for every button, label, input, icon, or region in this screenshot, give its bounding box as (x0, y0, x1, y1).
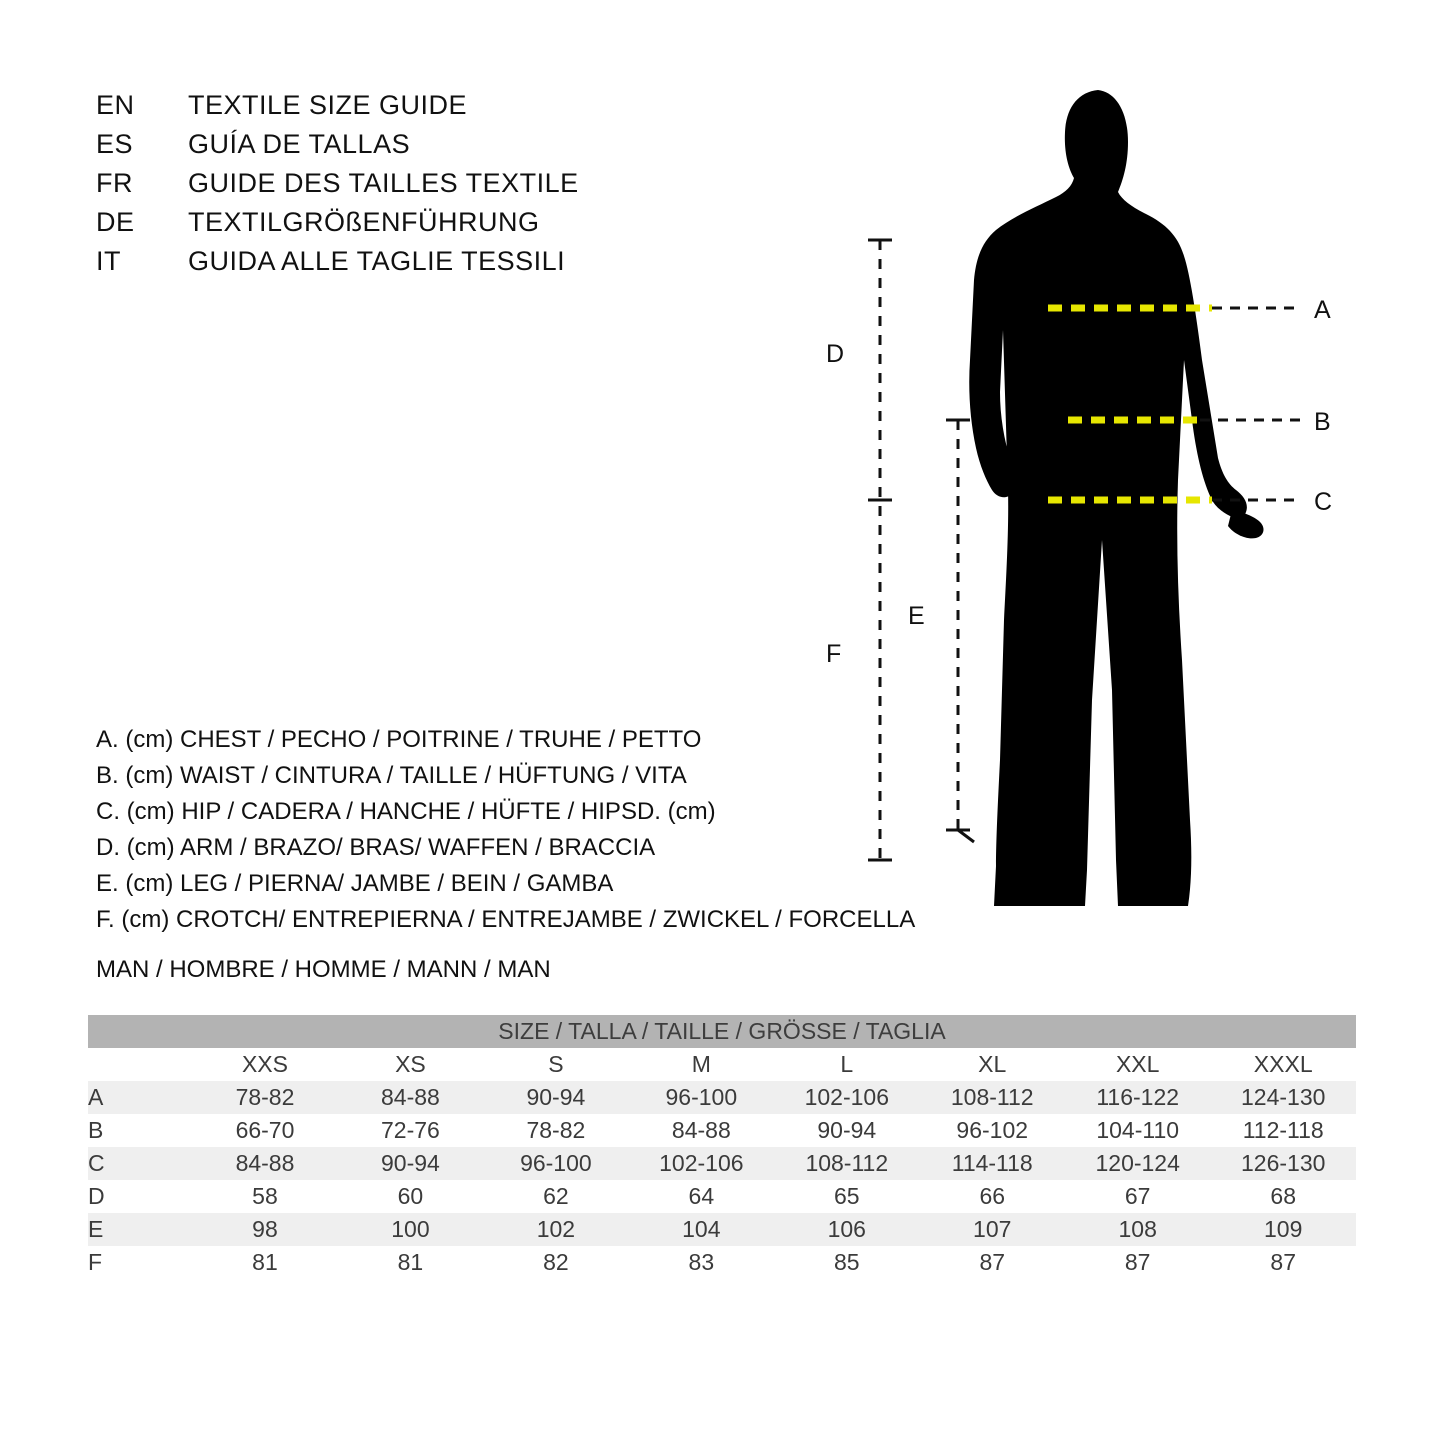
label-e: E (908, 602, 925, 630)
title-lang-code: IT (96, 246, 121, 276)
table-header-band (88, 1015, 1356, 1048)
cell: 90-94 (774, 1114, 919, 1147)
table-header-band-label: SIZE / TALLA / TAILLE / GRÖSSE / TAGLIA (88, 1015, 1356, 1048)
row-label: E (88, 1213, 192, 1246)
legend-item-b: B. (cm) WAIST / CINTURA / TAILLE / HÜFTUNG / VITA (96, 762, 687, 789)
table-corner-cell (88, 1048, 192, 1081)
cell: 87 (1210, 1246, 1356, 1279)
table-row (88, 1246, 1356, 1279)
cell: 120-124 (1065, 1147, 1210, 1180)
cell: 108-112 (920, 1081, 1065, 1114)
cell: 67 (1065, 1180, 1210, 1213)
legend-item-a: A. (cm) CHEST / PECHO / POITRINE / TRUHE / PETTO (96, 726, 702, 753)
dimension-tick (958, 830, 974, 842)
cell: 81 (338, 1246, 483, 1279)
cell: 98 (192, 1213, 337, 1246)
cell: 100 (338, 1213, 483, 1246)
table-row (88, 1147, 1356, 1180)
column-header-xs: XS (338, 1048, 483, 1081)
legend-item-d: D. (cm) ARM / BRAZO/ BRAS/ WAFFEN / BRACCIA (96, 834, 656, 861)
cell: 87 (920, 1246, 1065, 1279)
row-label: A (88, 1081, 192, 1114)
cell: 116-122 (1065, 1081, 1210, 1114)
body-measurement-diagram (826, 60, 1400, 950)
cell: 108 (1065, 1213, 1210, 1246)
cell: 78-82 (483, 1114, 628, 1147)
cell: 68 (1210, 1180, 1356, 1213)
column-header-l: L (774, 1048, 919, 1081)
label-b: B (1314, 408, 1331, 436)
cell: 87 (1065, 1246, 1210, 1279)
label-d: D (826, 340, 845, 368)
cell: 78-82 (192, 1081, 337, 1114)
cell: 84-88 (192, 1147, 337, 1180)
legend-item-f: F. (cm) CROTCH/ ENTREPIERNA / ENTREJAMBE / ZWICKEL / FORCELLA (96, 906, 916, 933)
cell: 58 (192, 1180, 337, 1213)
gender-note: MAN / HOMBRE / HOMME / MANN / MAN (96, 956, 551, 983)
table-row (88, 1180, 1356, 1213)
cell: 107 (920, 1213, 1065, 1246)
cell: 124-130 (1210, 1081, 1356, 1114)
cell: 102-106 (774, 1081, 919, 1114)
table-row (88, 1213, 1356, 1246)
cell: 96-102 (920, 1114, 1065, 1147)
title-row (96, 90, 579, 129)
column-header-xxs: XXS (192, 1048, 337, 1081)
column-header-xl: XL (920, 1048, 1065, 1081)
cell: 62 (483, 1180, 628, 1213)
cell: 65 (774, 1180, 919, 1213)
title-block (96, 90, 579, 285)
column-header-s: S (483, 1048, 628, 1081)
cell: 90-94 (338, 1147, 483, 1180)
title-row (96, 246, 579, 285)
label-f: F (826, 640, 842, 668)
cell: 90-94 (483, 1081, 628, 1114)
cell: 109 (1210, 1213, 1356, 1246)
title-text: TEXTILGRÖßENFÜHRUNG (188, 207, 540, 237)
column-header-xxxl: XXXL (1210, 1048, 1356, 1081)
cell: 108-112 (774, 1147, 919, 1180)
title-text: GUIDE DES TAILLES TEXTILE (188, 168, 579, 198)
title-text: GUÍA DE TALLAS (188, 129, 411, 159)
cell: 96-100 (483, 1147, 628, 1180)
cell: 66 (920, 1180, 1065, 1213)
row-label: B (88, 1114, 192, 1147)
title-lang-code: DE (96, 207, 135, 237)
size-table (88, 1015, 1356, 1279)
title-lang-code: FR (96, 168, 133, 198)
column-header-xxl: XXL (1065, 1048, 1210, 1081)
cell: 72-76 (338, 1114, 483, 1147)
cell: 60 (338, 1180, 483, 1213)
table-column-header-row (88, 1048, 1356, 1081)
title-lang-code: EN (96, 90, 135, 120)
row-label: F (88, 1246, 192, 1279)
cell: 112-118 (1210, 1114, 1356, 1147)
cell: 104 (629, 1213, 774, 1246)
title-text: TEXTILE SIZE GUIDE (188, 90, 468, 120)
cell: 85 (774, 1246, 919, 1279)
cell: 102-106 (629, 1147, 774, 1180)
table-row (88, 1081, 1356, 1114)
cell: 96-100 (629, 1081, 774, 1114)
row-label: C (88, 1147, 192, 1180)
column-header-m: M (629, 1048, 774, 1081)
title-row (96, 207, 579, 246)
cell: 114-118 (920, 1147, 1065, 1180)
cell: 104-110 (1065, 1114, 1210, 1147)
size-table-wrapper (88, 1015, 1356, 1279)
label-c: C (1314, 488, 1333, 516)
cell: 102 (483, 1213, 628, 1246)
row-label: D (88, 1180, 192, 1213)
measurement-legend (96, 722, 915, 938)
title-text: GUIDA ALLE TAGLIE TESSILI (188, 246, 566, 276)
title-row (96, 168, 579, 207)
table-row (88, 1114, 1356, 1147)
cell: 82 (483, 1246, 628, 1279)
cell: 83 (629, 1246, 774, 1279)
cell: 84-88 (629, 1114, 774, 1147)
cell: 126-130 (1210, 1147, 1356, 1180)
cell: 64 (629, 1180, 774, 1213)
cell: 66-70 (192, 1114, 337, 1147)
legend-item-c: C. (cm) HIP / CADERA / HANCHE / HÜFTE / HIPSD. (cm) (96, 798, 716, 825)
cell: 106 (774, 1213, 919, 1246)
label-a: A (1314, 296, 1331, 324)
legend-item-e: E. (cm) LEG / PIERNA/ JAMBE / BEIN / GAMBA (96, 870, 614, 897)
title-lang-code: ES (96, 129, 134, 159)
cell: 84-88 (338, 1081, 483, 1114)
cell: 81 (192, 1246, 337, 1279)
title-row (96, 129, 579, 168)
